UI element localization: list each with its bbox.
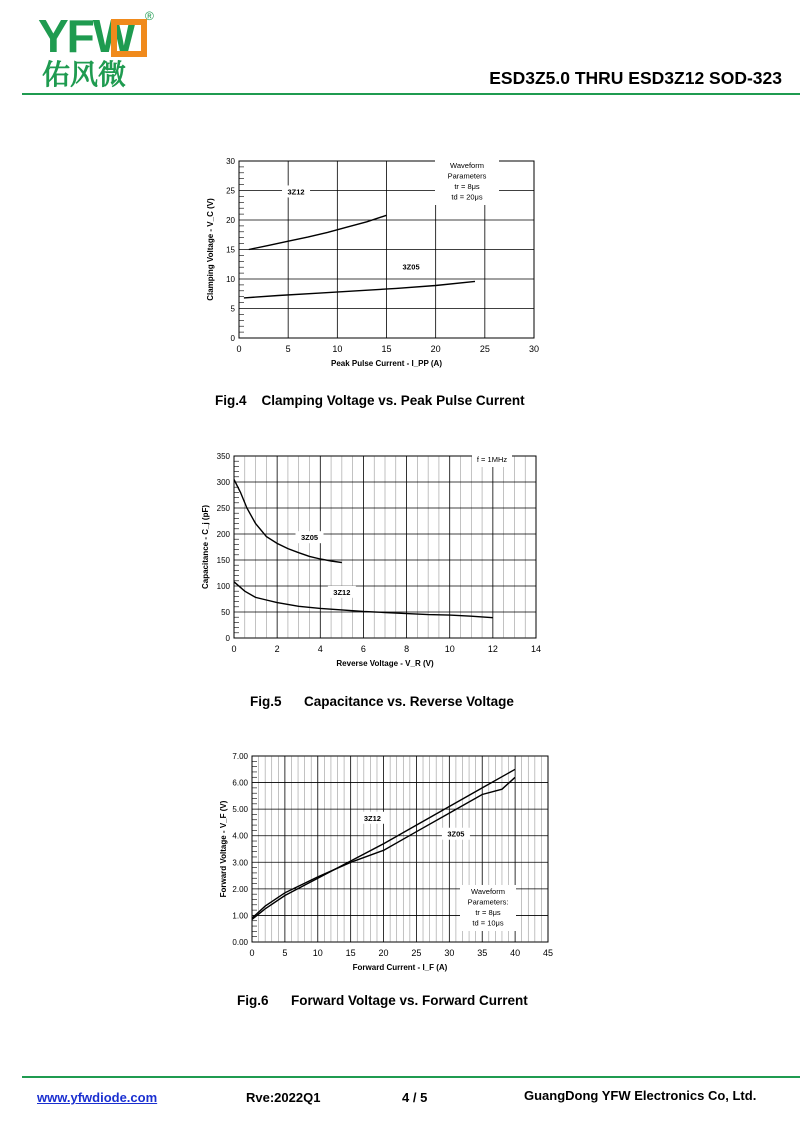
x-tick-label: 30: [528, 344, 540, 354]
page-number: 4 / 5: [402, 1090, 428, 1105]
legend-line: f = 1MHz: [476, 455, 508, 464]
fig4-caption: Fig.4 Clamping Voltage vs. Peak Pulse Current: [215, 393, 525, 408]
fig6-caption: Fig.6 Forward Voltage vs. Forward Current: [237, 993, 528, 1008]
y-tick-label: 300: [216, 478, 230, 487]
y-tick-label: 0: [230, 334, 235, 343]
y-axis-label: Clamping Voltage - V_C (V): [206, 198, 215, 301]
y-tick-label: 350: [216, 452, 230, 461]
y-tick-label: 5: [230, 304, 235, 314]
fig5-caption: Fig.5 Capacitance vs. Reverse Voltage: [250, 694, 514, 709]
x-axis-label: Reverse Voltage - V_R (V): [336, 659, 434, 668]
website-link-text[interactable]: www.yfwdiode.com: [37, 1090, 158, 1105]
series-label: 3Z05: [447, 829, 465, 839]
x-tick-label: 12: [487, 644, 498, 654]
x-tick-label: 35: [477, 948, 488, 958]
series-label: 3Z12: [363, 813, 381, 823]
series-label: 3Z05: [402, 262, 420, 272]
logo-chinese: 佑风微: [42, 59, 127, 90]
x-tick-label: 5: [285, 344, 291, 354]
legend-line: td = 20μs: [451, 192, 483, 202]
y-tick-label: 25: [226, 186, 235, 196]
x-axis-label: Peak Pulse Current - I_PP (A): [331, 359, 442, 368]
company-logo: [38, 8, 158, 90]
y-tick-label: 2.00: [232, 884, 248, 894]
x-tick-label: 4: [317, 644, 323, 654]
legend-line: Waveform: [450, 161, 484, 170]
x-tick-label: 6: [360, 644, 366, 654]
y-tick-label: 5.00: [232, 805, 248, 815]
fig5-chart: [200, 450, 550, 682]
x-tick-label: 0: [231, 644, 237, 654]
legend-line: tr = 8μs: [454, 182, 480, 191]
y-tick-label: 15: [226, 245, 235, 255]
footer-divider: [22, 1076, 800, 1078]
x-tick-label: 14: [530, 644, 542, 654]
x-tick-label: 0: [249, 948, 255, 958]
y-tick-label: 200: [216, 530, 230, 539]
x-tick-label: 40: [510, 948, 521, 958]
x-tick-label: 45: [542, 948, 554, 958]
revision-label: Rve:2022Q1: [246, 1090, 321, 1105]
legend-line: Parameters:: [467, 897, 509, 907]
fig6-chart: [210, 748, 560, 980]
y-tick-label: 30: [226, 157, 235, 166]
y-tick-label: 10: [226, 275, 235, 284]
x-tick-label: 20: [378, 948, 389, 958]
header-divider: [22, 93, 800, 95]
company-name: GuangDong YFW Electronics Co, Ltd.: [524, 1088, 757, 1103]
registered-mark: ®: [145, 9, 154, 23]
x-tick-label: 25: [411, 948, 422, 958]
y-tick-label: 20: [226, 216, 235, 225]
x-tick-label: 20: [430, 344, 441, 354]
x-tick-label: 25: [479, 344, 490, 354]
fig4-chart: [200, 150, 550, 382]
y-tick-label: 0.00: [232, 938, 248, 947]
x-tick-label: 2: [274, 644, 280, 654]
legend-line: tr = 8μs: [475, 908, 501, 917]
legend-line: td = 10μs: [472, 918, 504, 928]
y-axis-label: Capacitance - C_j (pF): [201, 504, 210, 590]
y-tick-label: 3.00: [232, 858, 248, 868]
x-tick-label: 10: [312, 948, 323, 958]
series-label: 3Z12: [287, 187, 305, 197]
y-tick-label: 7.00: [232, 752, 248, 761]
y-tick-label: 100: [216, 582, 230, 591]
x-axis-label: Forward Current - I_F (A): [352, 963, 448, 972]
x-tick-label: 30: [444, 948, 455, 958]
y-tick-label: 1.00: [232, 911, 248, 921]
y-tick-label: 50: [221, 608, 230, 617]
y-tick-label: 4.00: [232, 831, 248, 841]
legend-line: Waveform: [471, 887, 505, 896]
document-title: ESD3Z5.0 THRU ESD3Z12 SOD-323: [489, 68, 782, 88]
logo-latin: YFW: [38, 10, 135, 62]
y-tick-label: 0: [225, 634, 230, 643]
website-link[interactable]: [37, 1090, 157, 1105]
x-tick-label: 10: [444, 644, 455, 654]
x-tick-label: 15: [345, 948, 356, 958]
y-tick-label: 250: [216, 504, 230, 513]
series-label: 3Z05: [300, 533, 319, 543]
x-tick-label: 8: [404, 644, 410, 654]
x-tick-label: 5: [282, 948, 288, 958]
y-axis-label: Forward Voltage - V_F (V): [219, 800, 228, 898]
x-tick-label: 15: [381, 344, 392, 354]
legend-line: Parameters: [447, 171, 487, 181]
x-tick-label: 10: [332, 344, 343, 354]
x-tick-label: 0: [236, 344, 242, 354]
series-label: 3Z12: [333, 587, 351, 597]
y-tick-label: 6.00: [232, 778, 248, 788]
y-tick-label: 150: [216, 556, 230, 565]
